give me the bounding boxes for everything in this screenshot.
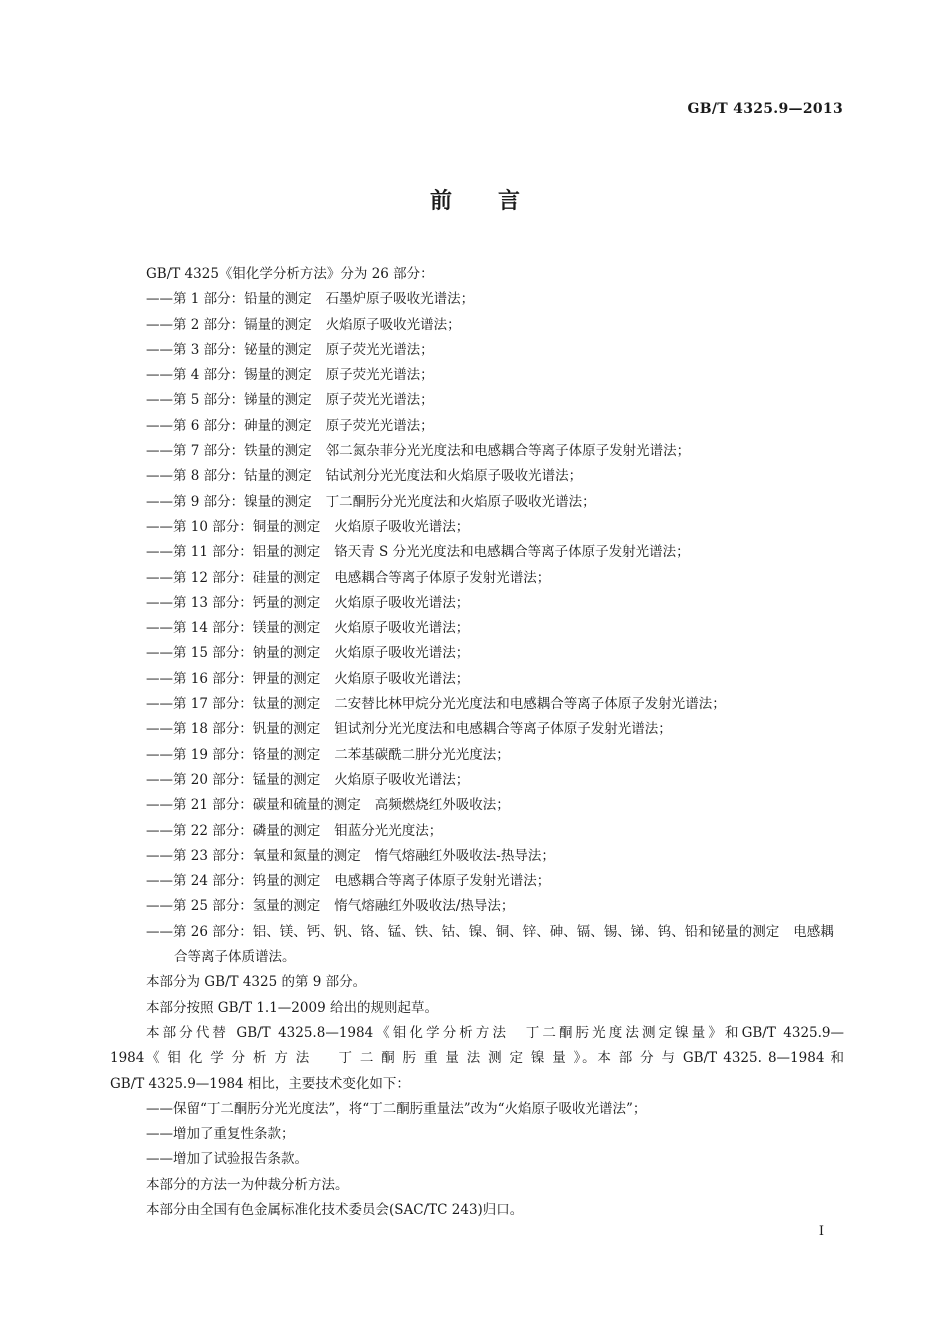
list-item (110, 717, 844, 742)
list-item (110, 313, 844, 338)
list-item-continuation: 合等离子体质谱法。 (174, 949, 296, 966)
part-method: 铬天青 S 分光光度法和电感耦合等离子体原子发射光谱法； (334, 544, 690, 561)
part-method: 电感耦 (793, 923, 834, 940)
list-item (110, 439, 844, 464)
part-method: 火焰原子吸收光谱法； (334, 771, 470, 788)
part-label: ——第 7 部分：铁量的测定 (146, 443, 312, 460)
part-method: 丁二酮肟分光光度法和火焰原子吸收光谱法； (325, 493, 596, 510)
part-method: 电感耦合等离子体原子发射光谱法； (334, 873, 551, 890)
list-item (110, 894, 844, 919)
part-label: ——第 14 部分：镁量的测定 (146, 620, 321, 637)
list-item (110, 920, 844, 945)
part-label: ——第 9 部分：镍量的测定 (146, 493, 312, 510)
list-item (110, 616, 844, 641)
parts-list (110, 287, 844, 919)
part-method: 原子荧光光谱法； (325, 417, 434, 434)
paragraph: 本部分为 GB/T 4325 的第 9 部分。 (146, 974, 367, 991)
part-label: ——第 8 部分：钴量的测定 (146, 468, 312, 485)
part-label: ——第 2 部分：镉量的测定 (146, 316, 312, 333)
paragraph: 本部分由全国有色金属标准化技术委员会(SAC/TC 243)归口。 (146, 1201, 524, 1218)
list-item (110, 464, 844, 489)
list-item: ——增加了重复性条款； (146, 1126, 295, 1143)
part-method: 高频燃烧红外吸收法； (374, 797, 510, 814)
part-method: 惰气熔融红外吸收法-热导法； (374, 847, 555, 864)
part-label: ——第 24 部分：钨量的测定 (146, 873, 321, 890)
part-label: ——第 5 部分：锑量的测定 (146, 392, 312, 409)
list-item (110, 768, 844, 793)
part-label: ——第 19 部分：铬量的测定 (146, 746, 321, 763)
part-label: ——第 1 部分：铅量的测定 (146, 291, 312, 308)
paragraph: 本部分代替 GB/T 4325.8—1984《钼化学分析方法 丁二酮肟光度法测定镍量》和GB/T 4325.9— (146, 1024, 844, 1041)
part-method: 二安替比林甲烷分光光度法和电感耦合等离子体原子发射光谱法； (334, 696, 726, 713)
list-item (110, 388, 844, 413)
part-label: ——第 15 部分：钠量的测定 (146, 645, 321, 662)
part-method: 火焰原子吸收光谱法； (334, 645, 470, 662)
list-item (110, 819, 844, 844)
paragraph: 本部分的方法一为仲裁分析方法。 (146, 1176, 349, 1193)
part-method: 邻二氮杂菲分光光度法和电感耦合等离子体原子发射光谱法； (325, 443, 691, 460)
part-label: ——第 23 部分：氧量和氮量的测定 (146, 847, 361, 864)
part-label: ——第 10 部分：铜量的测定 (146, 518, 321, 535)
part-method: 火焰原子吸收光谱法； (325, 316, 461, 333)
part-label: ——第 6 部分：砷量的测定 (146, 417, 312, 434)
list-item (110, 692, 844, 717)
part-label: ——第 3 部分：铋量的测定 (146, 341, 312, 358)
part-method: 二苯基碳酰二肼分光光度法； (334, 746, 510, 763)
part-label: ——第 21 部分：碳量和硫量的测定 (146, 797, 361, 814)
part-label: ——第 22 部分：磷量的测定 (146, 822, 321, 839)
part-label: ——第 4 部分：锡量的测定 (146, 367, 312, 384)
part-method: 钼蓝分光光度法； (334, 822, 443, 839)
list-item (110, 566, 844, 591)
list-item (110, 793, 844, 818)
part-method: 原子荧光光谱法； (325, 392, 434, 409)
part-method: 钴试剂分光光度法和火焰原子吸收光谱法； (325, 468, 583, 485)
part-label: ——第 16 部分：钾量的测定 (146, 670, 321, 687)
list-item (110, 515, 844, 540)
part-method: 电感耦合等离子体原子发射光谱法； (334, 569, 551, 586)
paragraph: 本部分按照 GB/T 1.1—2009 给出的规则起草。 (146, 999, 438, 1016)
part-method: 原子荧光光谱法； (325, 367, 434, 384)
part-method: 火焰原子吸收光谱法； (334, 518, 470, 535)
part-label: ——第 12 部分：硅量的测定 (146, 569, 321, 586)
part-label: ——第 26 部分：铝、镁、钙、钒、铬、锰、铁、钴、镍、铜、锌、砷、镉、锡、锑、钨、铅和铋量的测定 (146, 923, 780, 940)
part-label: ——第 11 部分：铝量的测定 (146, 544, 321, 561)
list-item: ——保留“丁二酮肟分光光度法”，将“丁二酮肟重量法”改为“火焰原子吸收光谱法”； (146, 1100, 647, 1117)
part-label: ——第 20 部分：锰量的测定 (146, 771, 321, 788)
foreword-body (110, 262, 844, 1223)
list-item (110, 414, 844, 439)
part-method: 惰气熔融红外吸收法/热导法； (334, 898, 515, 915)
page-title: 前言 (429, 189, 566, 214)
document-id: GB/T 4325.9—2013 (687, 101, 843, 117)
part-method: 石墨炉原子吸收光谱法； (325, 291, 475, 308)
list-item (110, 287, 844, 312)
part-method: 原子荧光光谱法； (325, 341, 434, 358)
list-item (110, 641, 844, 666)
part-label: ——第 13 部分：钙量的测定 (146, 594, 321, 611)
part-method: 钽试剂分光光度法和电感耦合等离子体原子发射光谱法； (334, 721, 672, 738)
part-method: 火焰原子吸收光谱法； (334, 620, 470, 637)
list-item (110, 591, 844, 616)
part-label: ——第 18 部分：钒量的测定 (146, 721, 321, 738)
part-label: ——第 17 部分：钛量的测定 (146, 696, 321, 713)
page-number: I (818, 1224, 824, 1239)
list-item (110, 844, 844, 869)
list-item: ——增加了试验报告条款。 (146, 1151, 308, 1168)
list-item (110, 869, 844, 894)
paragraph: 1984《 钼 化 学 分 析 方 法 丁 二 酮 肟 重 量 法 测 定 镍 量 》。本 部 分 与 GB/T 4325. 8—1984 和 (110, 1050, 844, 1067)
paragraph: GB/T 4325.9—1984 相比，主要技术变化如下： (110, 1075, 410, 1092)
list-item (110, 667, 844, 692)
part-label: ——第 25 部分：氢量的测定 (146, 898, 321, 915)
part-method: 火焰原子吸收光谱法； (334, 594, 470, 611)
list-item (110, 363, 844, 388)
intro-line: GB/T 4325《钼化学分析方法》分为 26 部分： (146, 266, 434, 282)
list-item (110, 338, 844, 363)
part-method: 火焰原子吸收光谱法； (334, 670, 470, 687)
list-item (110, 490, 844, 515)
list-item (110, 540, 844, 565)
list-item (110, 743, 844, 768)
